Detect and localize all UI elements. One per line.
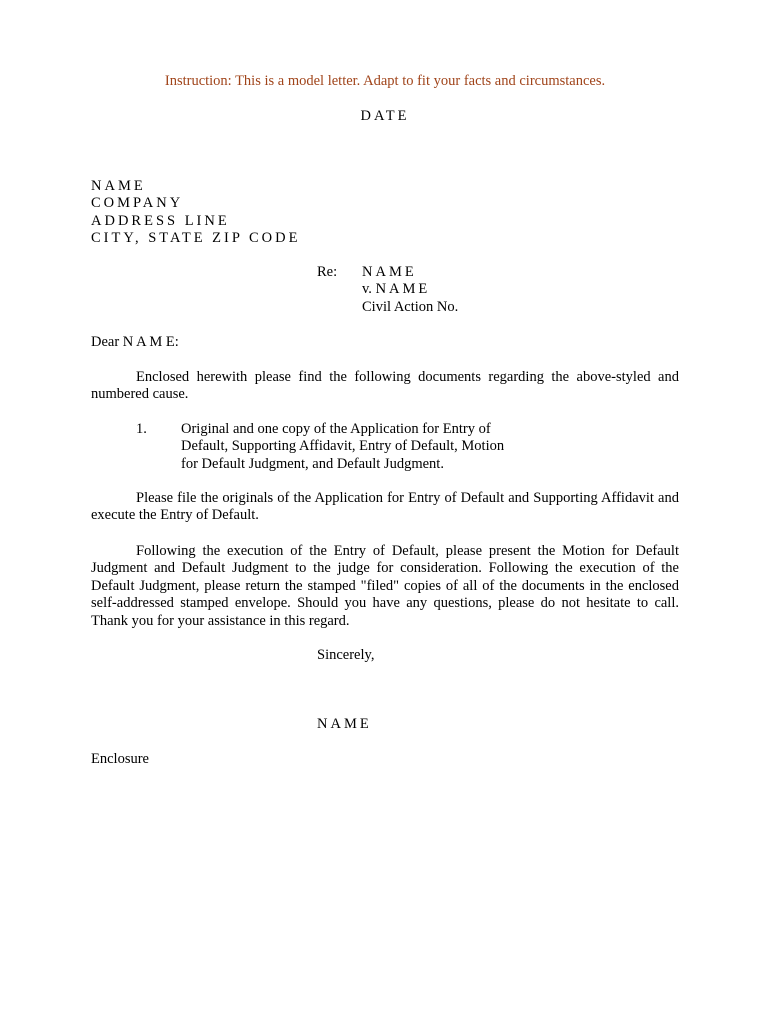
recipient-city-state-zip: CITY, STATE ZIP CODE	[91, 230, 301, 247]
re-case-number: Civil Action No.	[362, 298, 459, 315]
enclosure-item-line: Default, Supporting Affidavit, Entry of Default, Motion	[181, 438, 505, 455]
recipient-company: COMPANY	[91, 195, 184, 212]
re-block	[362, 264, 458, 316]
recipient-name: NAME	[91, 178, 146, 194]
enclosure-label: Enclosure	[91, 751, 149, 767]
enclosure-item-line: Original and one copy of the Application for Entry of	[181, 421, 491, 437]
enclosure-item-text	[181, 421, 504, 473]
body-paragraph-1-text: Enclosed herewith please find the following documents regarding the above-styled and numbered cause.	[91, 369, 679, 403]
body-paragraph-3-text: Following the execution of the Entry of Default, please present the Motion for Default Judgment and Default Judgment to the judge for consideration. Following the execution of the Default Judgment, please return the stamped "filed" copies of all of the documents in the enclosed self-addressed stamped envelope. Should you have any questions, please do not hesitate to call. Thank you for your assistance in this regard.	[91, 543, 679, 629]
re-versus: v.	[362, 281, 376, 298]
re-party-two: NAME	[375, 281, 431, 298]
re-party-one: NAME	[362, 264, 417, 280]
body-paragraph-3	[91, 543, 679, 630]
enclosure-item-number: 1.	[136, 421, 147, 437]
signer-name: NAME	[317, 716, 372, 732]
recipient-address-line: ADDRESS LINE	[91, 212, 230, 229]
body-paragraph-2	[91, 490, 679, 525]
body-paragraph-2-text: Please file the originals of the Application for Entry of Default and Supporting Affidavit and execute the Entry of Default.	[91, 490, 679, 524]
re-label: Re:	[317, 264, 338, 280]
closing: Sincerely,	[317, 647, 375, 663]
instruction-note: Instruction: This is a model letter. Adapt to fit your facts and circumstances.	[164, 73, 606, 89]
recipient-address-block	[91, 178, 300, 248]
salutation: Dear N A M E:	[91, 334, 179, 350]
body-paragraph-1	[91, 369, 679, 404]
letter-date: DATE	[360, 108, 410, 124]
re-party-two-line	[362, 281, 458, 298]
enclosure-item-line: for Default Judgment, and Default Judgment.	[181, 455, 444, 472]
